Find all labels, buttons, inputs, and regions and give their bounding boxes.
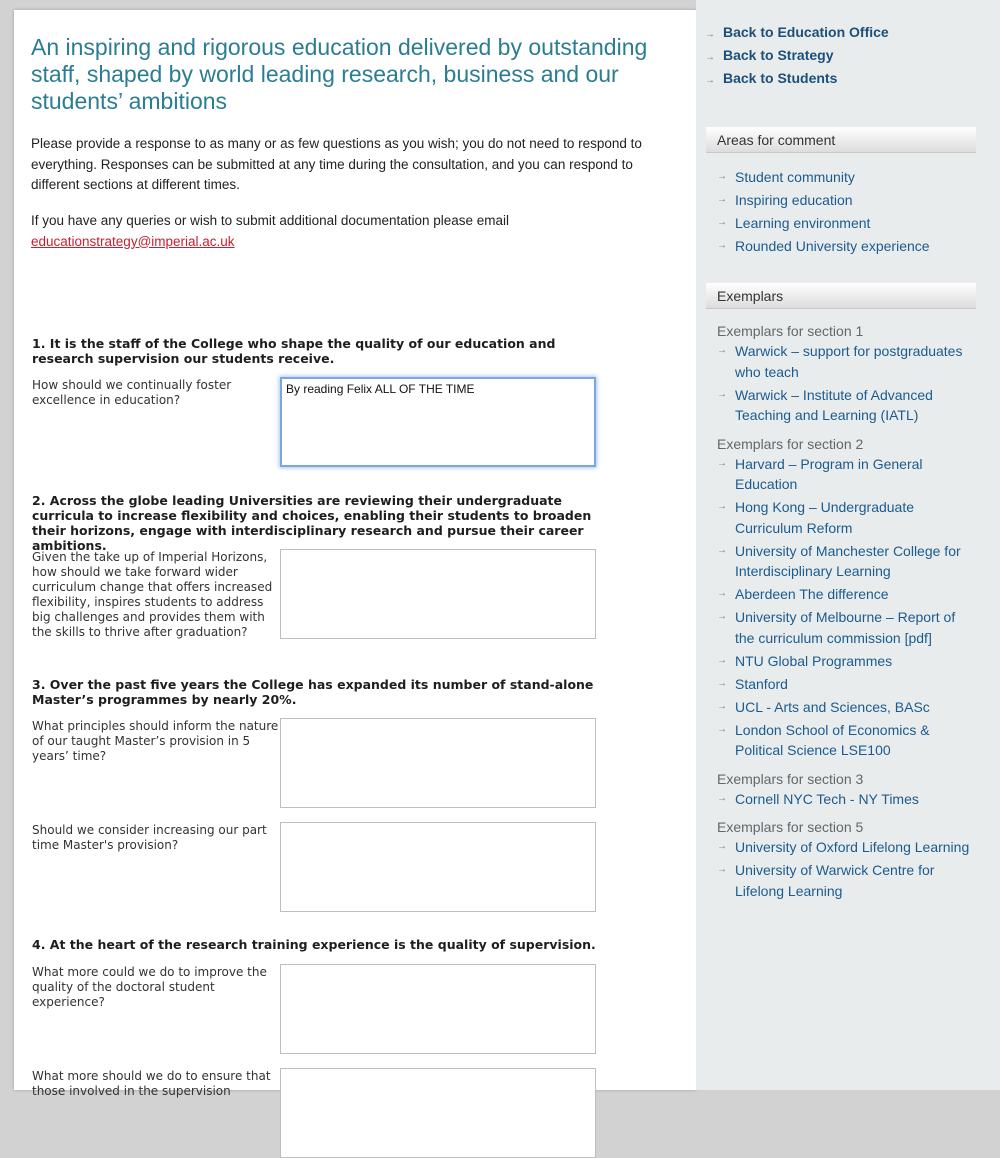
arrow-right-icon: → [705, 29, 715, 40]
sidebar-link[interactable] [717, 497, 977, 538]
sidebar-link[interactable] [717, 236, 977, 257]
sidebar-link-label: Hong Kong – Undergraduate Curriculum Reform [735, 499, 915, 536]
sidebar-link-label: Warwick – Institute of Advanced Teaching and Learning (IATL) [735, 386, 933, 423]
sidebar-link-label: Rounded University experience [735, 238, 930, 254]
question-2-label: Given the take up of Imperial Horizons, how should we take forward wider curriculum change that offers increased flexibility, inspires students to address big challenges and provides them with the skills to thrive after graduation? [32, 550, 273, 639]
section-3-heading: 3. Over the past five years the College has expanded its number of stand-alone Master’s programmes by nearly 20%. [32, 677, 594, 707]
sidebar-link[interactable] [717, 697, 977, 718]
question-3a-response-field[interactable] [280, 718, 596, 808]
sidebar-link-label: UCL - Arts and Sciences, BASc [735, 698, 930, 715]
sidebar-link[interactable] [717, 541, 977, 582]
question-4a-response-field[interactable] [280, 964, 596, 1054]
arrow-right-icon: → [705, 75, 715, 86]
arrow-right-icon: → [717, 457, 727, 469]
sidebar-link[interactable] [717, 454, 977, 495]
question-4b-response-field[interactable] [280, 1068, 596, 1158]
section-1-heading: 1. It is the staff of the College who shape the quality of our education and research supervision our students receive. [32, 336, 556, 366]
question-1-response-field[interactable] [280, 377, 596, 467]
sidebar-link-label: Student community [735, 169, 855, 185]
arrow-right-icon: → [717, 501, 727, 512]
exemplar-group-heading: Exemplars for section 2 [717, 435, 864, 452]
sidebar-link[interactable] [717, 341, 977, 382]
main-content [14, 10, 696, 1098]
arrow-right-icon: → [717, 700, 727, 712]
back-to-education-office-link[interactable] [705, 22, 889, 45]
sidebar-link-label: Inspiring education [735, 192, 853, 208]
intro-text: Please provide a response to as many or as few questions as you wish; you do not need to respond to everything. Responses can be submitted at any time during the consultation, and you can respond to different sections at different times. [31, 136, 642, 192]
exemplar-group-heading: Exemplars for section 1 [717, 323, 864, 339]
question-1-label: How should we continually foster excellence in education? [32, 378, 232, 407]
sidebar-link-label: University of Melbourne – Report of the curriculum commission [pdf] [735, 609, 956, 646]
areas-for-comment-header: Areas for comment [706, 127, 976, 153]
email-link[interactable]: educationstrategy@imperial.ac.uk [31, 233, 235, 249]
sidebar-link-label: Cornell NYC Tech - NY Times [735, 790, 919, 807]
exemplars-header: Exemplars [706, 283, 976, 309]
arrow-right-icon: → [717, 611, 727, 622]
question-3a-label: What principles should inform the nature of our taught Master’s provision in 5 years’ time? [32, 719, 279, 763]
sidebar-link-label: University of Manchester College for Interdisciplinary Learning [735, 542, 961, 579]
arrow-right-icon: → [717, 240, 727, 251]
section-2-heading: 2. Across the globe leading Universities are reviewing their undergraduate curricula to increase flexibility and choices, enabling their students to broaden their horizons, engage with interdisciplinary research and pursue their career ambitions. [32, 493, 592, 553]
sidebar-link[interactable] [717, 860, 977, 901]
queries-label: If you have any queries or wish to submit additional documentation please email [31, 213, 510, 228]
sidebar-link-label: Stanford [735, 675, 788, 692]
sidebar-link[interactable] [717, 213, 977, 234]
question-4b-label: What more should we do to ensure that those involved in the supervision [32, 1069, 271, 1098]
arrow-right-icon: → [717, 723, 727, 735]
sidebar-link-label: Aberdeen The difference [735, 586, 889, 602]
arrow-right-icon: → [717, 171, 727, 182]
sidebar-link-label: NTU Global Programmes [735, 652, 893, 669]
arrow-right-icon: → [717, 588, 727, 599]
sidebar-link[interactable] [717, 651, 977, 672]
arrow-right-icon: → [717, 345, 727, 356]
sidebar-link[interactable] [717, 720, 977, 761]
sidebar-link-label: University of Warwick Centre for Lifelong Learning [735, 862, 935, 899]
arrow-right-icon: → [717, 841, 727, 852]
back-to-students-link[interactable] [705, 68, 889, 91]
sidebar-link[interactable] [717, 674, 977, 695]
arrow-right-icon: → [717, 654, 727, 666]
sidebar-link-label: Learning environment [735, 215, 871, 231]
queries-text [31, 211, 681, 252]
exemplar-group-heading: Exemplars for section 3 [717, 770, 864, 787]
question-2-response-field[interactable] [280, 549, 596, 639]
sidebar-link-label: University of Oxford Lifelong Learning [735, 839, 970, 855]
link-label: Back to Education Office [723, 24, 889, 40]
sidebar-link[interactable] [717, 167, 977, 188]
sidebar-link[interactable] [717, 607, 977, 648]
section-4-heading: 4. At the heart of the research training experience is the quality of supervision. [32, 937, 596, 952]
sidebar-link-label: Warwick – support for postgraduates who teach [735, 343, 963, 380]
page-title: An inspiring and rigorous education delivered by outstanding staff, shaped by world leading research, business and our students’ ambitions [31, 34, 648, 114]
sidebar [696, 0, 1000, 1090]
link-label: Back to Students [723, 70, 838, 86]
sidebar-link[interactable] [717, 837, 977, 858]
arrow-right-icon: → [717, 194, 727, 205]
sidebar-link[interactable] [717, 584, 977, 605]
link-label: Back to Strategy [723, 47, 834, 63]
question-4a-label: What more could we do to improve the quality of the doctoral student experience? [32, 965, 267, 1009]
areas-list [717, 167, 977, 259]
arrow-right-icon: → [717, 544, 727, 556]
question-3b-label: Should we consider increasing our part time Master's provision? [32, 823, 267, 852]
arrow-right-icon: → [717, 792, 727, 804]
sidebar-link[interactable] [717, 385, 977, 426]
arrow-right-icon: → [717, 677, 727, 689]
arrow-right-icon: → [717, 217, 727, 228]
top-nav-links [705, 22, 889, 91]
back-to-strategy-link[interactable] [705, 45, 889, 68]
arrow-right-icon: → [705, 52, 715, 63]
arrow-right-icon: → [717, 388, 727, 400]
exemplars-list [717, 321, 977, 904]
sidebar-link-label: London School of Economics & Political Science LSE100 [735, 721, 930, 758]
sidebar-link[interactable] [717, 789, 977, 810]
question-3b-response-field[interactable] [280, 822, 596, 912]
exemplar-group-heading: Exemplars for section 5 [717, 819, 864, 835]
sidebar-link-label: Harvard – Program in General Education [735, 455, 923, 492]
arrow-right-icon: → [717, 864, 727, 875]
sidebar-link[interactable] [717, 190, 977, 211]
